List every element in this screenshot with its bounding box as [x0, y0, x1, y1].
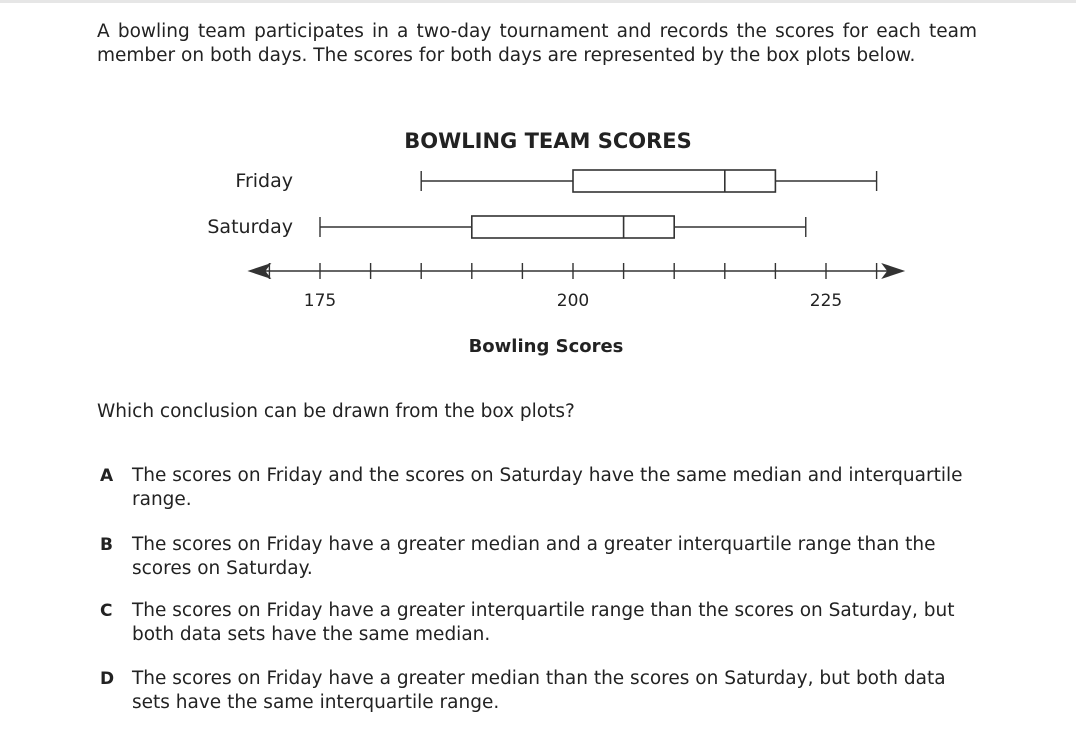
choice-letter: C	[100, 601, 113, 621]
choice-c[interactable]	[100, 599, 990, 647]
saturday-label: Saturday	[207, 216, 293, 238]
x-tick-label-200: 200	[556, 291, 590, 311]
friday-box	[573, 170, 775, 192]
choice-letter: B	[100, 535, 113, 555]
choice-text: The scores on Friday have a greater median and a greater interquartile range than the scores on Saturday.	[132, 534, 936, 579]
choice-letter: A	[100, 466, 114, 486]
choice-text: The scores on Friday have a greater interquartile range than the scores on Saturday, but both data sets have the same median.	[132, 600, 955, 645]
box-plot-chart	[0, 110, 1076, 380]
saturday-box	[472, 216, 674, 238]
x-tick-label-175: 175	[303, 291, 337, 311]
choice-b[interactable]	[100, 533, 990, 581]
choice-a[interactable]	[100, 464, 990, 512]
question-text: Which conclusion can be drawn from the box plots?	[97, 401, 575, 422]
intro-text: A bowling team participates in a two-day tournament and records the scores for each team member on both days. The scores for both days are represented by the box plots below.	[97, 21, 977, 66]
choice-d[interactable]	[100, 667, 990, 715]
plot-layer	[207, 170, 905, 311]
choice-text: The scores on Friday have a greater median than the scores on Saturday, but both data sets have the same interquartile range.	[132, 668, 946, 713]
x-tick-label-225: 225	[809, 291, 843, 311]
choice-letter: D	[100, 669, 115, 689]
choice-text: The scores on Friday and the scores on Saturday have the same median and interquartile range.	[132, 465, 963, 510]
chart-title: BOWLING TEAM SCORES	[404, 129, 692, 153]
top-rule	[0, 0, 1076, 3]
x-axis-label: Bowling Scores	[468, 336, 624, 357]
friday-label: Friday	[235, 170, 293, 192]
